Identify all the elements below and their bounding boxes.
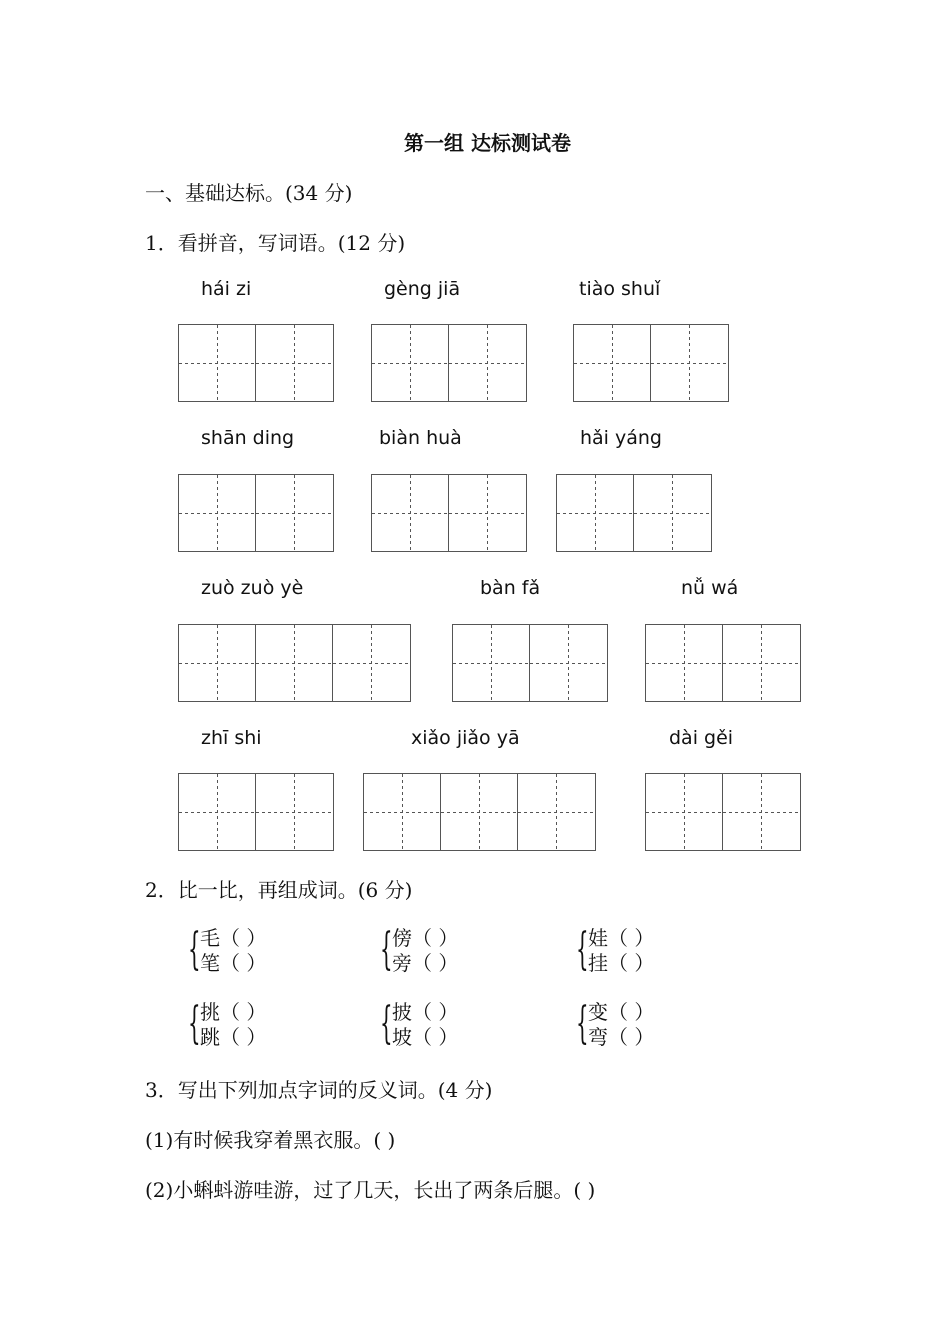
brace-icon: {	[576, 998, 589, 1049]
pinyin-label: zuò zuò yè	[201, 577, 304, 599]
pair-top[interactable]: 变（ ）	[588, 1000, 655, 1024]
writing-grid[interactable]	[371, 324, 527, 402]
pinyin-label: dài gěi	[669, 727, 734, 749]
brace-icon: {	[380, 924, 393, 975]
compare-pair	[188, 1000, 266, 1050]
question-3-item[interactable]: (1)有时候我穿着黑衣服。( )	[145, 1128, 396, 1152]
question-2-label: 2．比一比，再组成词。(6 分)	[145, 878, 413, 902]
brace-icon: {	[188, 924, 201, 975]
brace-icon: {	[188, 998, 201, 1049]
pair-bottom[interactable]: 坡（ ）	[392, 1025, 459, 1049]
compare-pair	[380, 1000, 458, 1050]
pinyin-label: tiào shuǐ	[579, 278, 661, 300]
pair-top[interactable]: 傍（ ）	[392, 926, 459, 950]
pair-bottom[interactable]: 弯（ ）	[588, 1025, 655, 1049]
compare-pair	[380, 926, 458, 976]
pinyin-label: nǚ wá	[681, 577, 739, 599]
pinyin-label: zhī shi	[201, 727, 262, 749]
writing-grid[interactable]	[645, 624, 801, 702]
section-heading: 一、基础达标。(34 分)	[145, 181, 353, 205]
writing-grid[interactable]	[178, 773, 334, 851]
page-title: 第一组 达标测试卷	[404, 131, 571, 155]
pair-top[interactable]: 披（ ）	[392, 1000, 459, 1024]
writing-grid[interactable]	[178, 474, 334, 552]
writing-grid[interactable]	[645, 773, 801, 851]
pair-top[interactable]: 挑（ ）	[200, 1000, 267, 1024]
question-3-item[interactable]: (2)小蝌蚪游哇游，过了几天，长出了两条后腿。( )	[145, 1178, 596, 1202]
writing-grid[interactable]	[371, 474, 527, 552]
writing-grid[interactable]	[178, 324, 334, 402]
pair-top[interactable]: 娃（ ）	[588, 926, 655, 950]
pair-bottom[interactable]: 笔（ ）	[200, 951, 267, 975]
pair-bottom[interactable]: 挂（ ）	[588, 951, 655, 975]
compare-pair	[576, 926, 654, 976]
writing-grid[interactable]	[178, 624, 411, 702]
question-1-label: 1．看拼音，写词语。(12 分)	[145, 231, 406, 255]
pinyin-label: hǎi yáng	[580, 427, 662, 449]
writing-grid[interactable]	[452, 624, 608, 702]
pinyin-label: shān ding	[201, 427, 295, 449]
writing-grid[interactable]	[573, 324, 729, 402]
question-3-label: 3．写出下列加点字词的反义词。(4 分)	[145, 1078, 493, 1102]
compare-pair	[576, 1000, 654, 1050]
brace-icon: {	[380, 998, 393, 1049]
pinyin-label: bàn fǎ	[480, 577, 541, 599]
pinyin-label: gèng jiā	[384, 278, 461, 300]
pinyin-label: xiǎo jiǎo yā	[411, 727, 520, 749]
compare-pair	[188, 926, 266, 976]
brace-icon: {	[576, 924, 589, 975]
pinyin-label: biàn huà	[379, 427, 462, 449]
writing-grid[interactable]	[556, 474, 712, 552]
pair-bottom[interactable]: 旁（ ）	[392, 951, 459, 975]
pinyin-label: hái zi	[201, 278, 252, 300]
pair-bottom[interactable]: 跳（ ）	[200, 1025, 267, 1049]
writing-grid[interactable]	[363, 773, 596, 851]
pair-top[interactable]: 毛（ ）	[200, 926, 267, 950]
